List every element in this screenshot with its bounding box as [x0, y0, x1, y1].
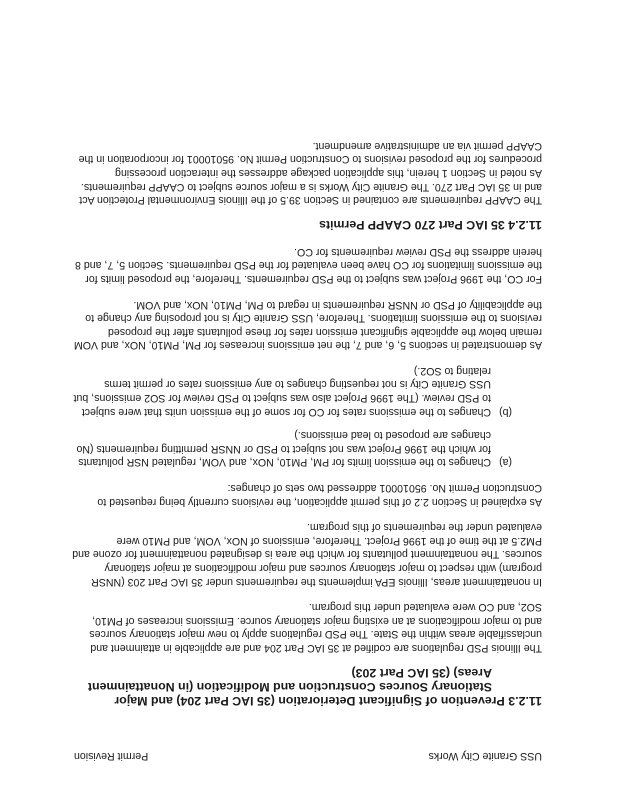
list-item-text: Changes to the emissions rates for CO for some of the emission units that were subject to PSD review. (The 1996 Project also was subject to PSD review for SO2 emissions, but USS Granite City is not requesting changes to any emissions rates or permit terms relating to SO2.)	[73, 364, 491, 418]
section-heading-caapp: 11.2.4 35 IAC Part 270 CAAPP Permits	[319, 218, 542, 233]
page-header	[74, 750, 542, 762]
section-heading-psd-nnsr: 11.2.3 Prevention of Significant Deterioration (35 IAC Part 204) and Major Stationary Sources Construction and Modification (in Nonattainment Areas) (35 IAC Part 203)	[87, 666, 542, 708]
list-item-text: Changes to the emission limits for PM, PM10, NOx, and VOM, regulated NSR pollutants for which the 1996 Project was not subject to PSD or NNSR permitting requirements (No changes are proposed to lead emissions.)	[76, 429, 491, 469]
document-body	[72, 126, 542, 708]
list-item-marker: (b)	[499, 405, 512, 418]
header-facility: USS Granite City Works	[428, 750, 542, 762]
paragraph-revisions-intro: As explained in Section 2.2 of this permit application, the revisions currently being requested to Construction Permit No. 95010001 addressed two sets of changes:	[97, 482, 542, 508]
paragraph-net-emissions: As demonstrated in sections 5, 6, and 7, the net emissions increases for PM, PM10, NOx, and VOM remain below the applicable significant emission rates for these pollutants after the proposed revisions to the emissions limitations. Therefore, USS Granite City is not proposing any change to the applicability of PSD or NNSR requirements in regard to PM, PM10, NOx, and VOM.	[73, 298, 542, 352]
paragraph-psd-regulations: The Illinois PSD regulations are codified at 35 IAC Part 204 and are applicable in attainment and unclassifiable areas within the State. The PSD regulations apply to new major stationary sources and to major modifications at an existing major stationary source. Emissions increases of PM10, SO2, and CO were evaluated under this program.	[89, 601, 542, 654]
paragraph-nnsr-program: In nonattainment areas, Illinois EPA implements the requirements under 35 IAC Part 203 (NNSR program) with respect to major stationary sources and major modifications at major stationary sources. The nonattainment pollutants for which the area is designated nonattainment for ozone and PM2.5 at the time of the 1996 Project. Therefore, emissions of NOx, VOM, and PM10 were evaluated under the requirements of this program.	[72, 521, 542, 588]
paragraph-co-psd: For CO, the 1996 Project was subject to the PSD requirements. Therefore, the proposed limits for the emissions limitations for CO have been evaluated for the PSD requirements. Section 5, 7, and 8 herein address the PSD review requirements for CO.	[75, 245, 542, 285]
list-item	[72, 363, 542, 417]
header-document-type: Permit Revision	[74, 750, 149, 762]
paragraph-caapp-requirements: The CAAPP requirements are contained in Section 39.5 of the Illinois Environmental Protection Act and in 35 IAC Part 270. The Granite City Works is a major source subject to CAAPP requirements. As noted in Section 1 herein, this application package addresses the interaction processing procedures for the proposed revisions to Construction Permit No. 95010001 for incorporation in the CAAPP permit via an administrative amendment.	[78, 139, 542, 207]
changes-list	[72, 363, 542, 468]
list-item	[72, 428, 542, 469]
list-item-marker: (a)	[499, 456, 512, 469]
